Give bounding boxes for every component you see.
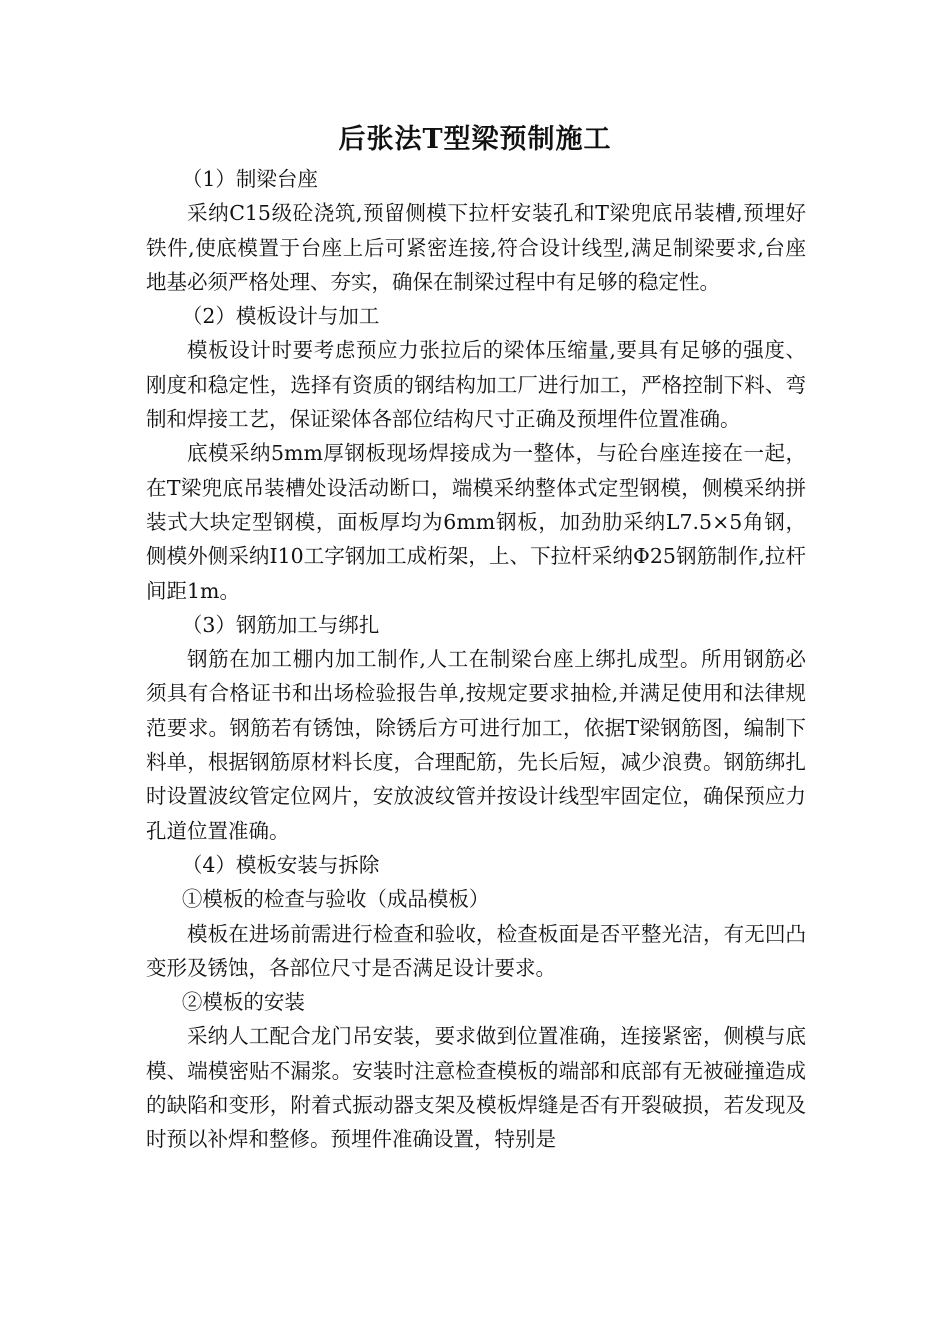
- paragraph: 模板在进场前需进行检查和验收，检查板面是否平整光洁，有无凹凸变形及锈蚀，各部位尺寸是否满足设计要求。: [146, 921, 806, 980]
- paragraph: 模板设计时要考虑预应力张拉后的梁体压缩量,要具有足够的强度、刚度和稳定性，选择有资质的钢结构加工厂进行加工，严格控制下料、弯制和焊接工艺，保证梁体各部位结构尺寸正确及预埋件位置准确。: [146, 338, 806, 432]
- subsection-heading-2: ②模板的安装: [181, 990, 305, 1015]
- document-body: [146, 162, 806, 1157]
- paragraph: 钢筋在加工棚内加工制作,人工在制梁台座上绑扎成型。所用钢筋必须具有合格证书和出场检验报告单,按规定要求抽检,并满足使用和法律规范要求。钢筋若有锈蚀，除锈后方可进行加工，依据T梁钢筋图，编制下料单，根据钢筋原材料长度，合理配筋，先长后短，减少浪费。钢筋绑扎时设置波纹管定位网片，安放波纹管并按设计线型牢固定位，确保预应力孔道位置准确。: [146, 647, 806, 843]
- paragraph: 采纳C15级砼浇筑,预留侧模下拉杆安装孔和T梁兜底吊装槽,预埋好铁件,使底模置于台座上后可紧密连接,符合设计线型,满足制梁要求,台座地基必须严格处理、夯实，确保在制梁过程中有足够的稳定性。: [146, 201, 806, 294]
- paragraph: 底模采纳5mm厚钢板现场焊接成为一整体，与砼台座连接在一起，在T梁兜底吊装槽处设活动断口，端模采纳整体式定型钢模，侧模采纳拼装式大块定型钢模，面板厚均为6mm钢板，加劲肋采纳L7.5×5角钢，侧模外侧采纳I10工字钢加工成桁架，上、下拉杆采纳Φ25钢筋制作,拉杆间距1m。: [146, 441, 806, 603]
- paragraph: 采纳人工配合龙门吊安装，要求做到位置准确，连接紧密，侧模与底模、端模密贴不漏浆。安装时注意检查模板的端部和底部有无被碰撞造成的缺陷和变形，附着式振动器支架及模板焊缝是否有开裂破损，若发现及时预以补焊和整修。预埋件准确设置，特别是: [146, 1024, 806, 1152]
- section-heading-4: （4）模板安装与拆除: [181, 852, 380, 877]
- section-heading-1: （1）制梁台座: [181, 167, 318, 191]
- section-heading-2: （2）模板设计与加工: [181, 304, 380, 329]
- subsection-heading-1: ①模板的检查与验收（成品模板）: [181, 887, 490, 912]
- document-title: 后张法T型梁预制施工: [338, 124, 612, 155]
- section-heading-3: （3）钢筋加工与绑扎: [181, 612, 380, 637]
